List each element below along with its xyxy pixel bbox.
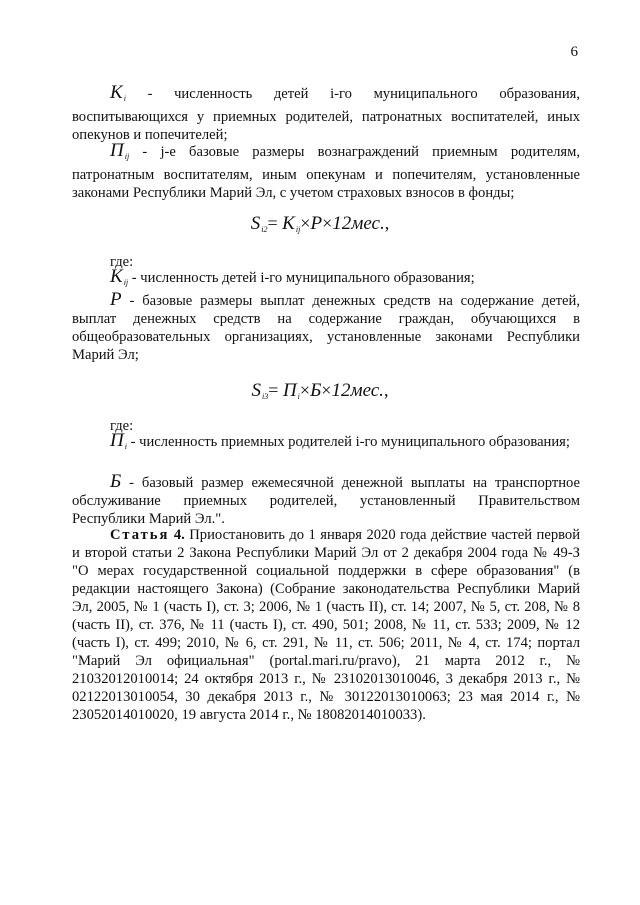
symbol-k: K xyxy=(110,82,123,103)
formula-end: , xyxy=(384,213,390,233)
formula-p: P xyxy=(310,213,323,234)
formula-times: × xyxy=(322,213,333,233)
formula-times: × xyxy=(321,380,332,400)
formula-p: П xyxy=(282,380,297,401)
formula-b: Б xyxy=(310,380,322,401)
symbol-p: П xyxy=(110,430,124,451)
symbol-p: P xyxy=(110,289,122,310)
article-label: Статья xyxy=(110,527,170,543)
definition-b xyxy=(72,473,580,528)
where-label: где: xyxy=(110,418,134,434)
definition-p-i xyxy=(72,432,580,456)
symbol-subscript: ij xyxy=(123,278,129,287)
definition-p xyxy=(72,291,580,364)
symbol-subscript: ij xyxy=(124,152,130,161)
formula-lhs: S xyxy=(251,380,262,401)
symbol-subscript: i xyxy=(124,442,127,451)
page-number: 6 xyxy=(570,44,578,60)
article-number: 4. xyxy=(169,527,185,543)
formula-eq: = xyxy=(268,380,283,400)
definition-p-ij xyxy=(72,142,580,202)
formula-k: K xyxy=(282,213,295,234)
article-text: Приостановить до 1 января 2020 года действие частей первой и второй статьи 2 Закона Республики Марий Эл от 2 декабря 2004 года № 49-З "О мерах государственной социальной поддержки в сфере образования" (в редакции настоящего Закона) (Собрание законодательства Республики Марий Эл, 2005, № 1 (часть I), ст. 3; 2006, № 1 (часть II), ст. 14; 2007, № 5, ст. 208, № 8 (часть II), ст. 376, № 11 (часть I), ст. 490, 501; 2008, № 11, ст. 533; 2009, № 12 (часть I), ст. 499; 2010, № 6, ст. 291, № 11, ст. 506; 2011, № 4, ст. 174; портал "Марий Эл официальная" (portal.mari.ru/pravo), 21 марта 2012 г., № 21032012010014; 24 октября 2013 г., № 23102013010046, 3 декабря 2013 г., № 02122013010054, 30 декабря 2013 г., № 30122013010063; 23 мая 2014 г., № 23052014010020, 19 августа 2014 г., № 18082014010033). xyxy=(72,527,581,723)
article-4 xyxy=(72,526,580,724)
symbol-p: П xyxy=(110,140,124,161)
formula-p-sub: i xyxy=(297,392,300,401)
definition-text: - численность детей i-го муниципального образования; xyxy=(128,270,475,286)
symbol-b: Б xyxy=(110,471,122,492)
formula-lhs-sub: i3 xyxy=(262,392,269,401)
symbol-k: K xyxy=(110,266,123,287)
definition-k-ij xyxy=(72,268,580,292)
formula-lhs: S xyxy=(250,213,261,234)
definition-text: - базовый размер ежемесячной денежной выплаты на транспортное обслуживание приемных родителей, установленный Правительством Республики Марий Эл.". xyxy=(72,475,580,527)
formula-times: × xyxy=(299,380,311,400)
formula-s-i3 xyxy=(0,380,640,402)
formula-rest: 12мес. xyxy=(331,380,384,401)
definition-text: - базовые размеры выплат денежных средств на содержание детей, выплат денежных средств на содержание граждан, обучающихся в общеобразовательных организациях, установленные законами Республики Марий Эл; xyxy=(72,293,580,363)
formula-eq: = xyxy=(267,213,283,233)
definition-text: - численность приемных родителей i-го муниципального образования; xyxy=(126,434,570,450)
where-label: где: xyxy=(110,254,134,270)
definition-text: - численность детей i-го муниципального образования, воспитывающихся у приемных родителей, патронатных воспитателей, иных опекунов и попечителей; xyxy=(72,86,580,143)
formula-end: , xyxy=(383,380,389,400)
formula-lhs-sub: i2 xyxy=(261,225,268,234)
definition-k-i xyxy=(72,84,580,144)
definition-text: - j-е базовые размеры вознаграждений приемным родителям, патронатным воспитателям, иным опекунам и попечителям, установленные законами Республики Марий Эл, с учетом страховых взносов в фонды; xyxy=(72,144,580,201)
formula-times: × xyxy=(300,213,311,233)
formula-s-i2 xyxy=(0,213,640,235)
formula-k-sub: ij xyxy=(295,225,301,234)
symbol-subscript: i xyxy=(123,94,126,103)
formula-rest: 12мес. xyxy=(332,213,385,234)
